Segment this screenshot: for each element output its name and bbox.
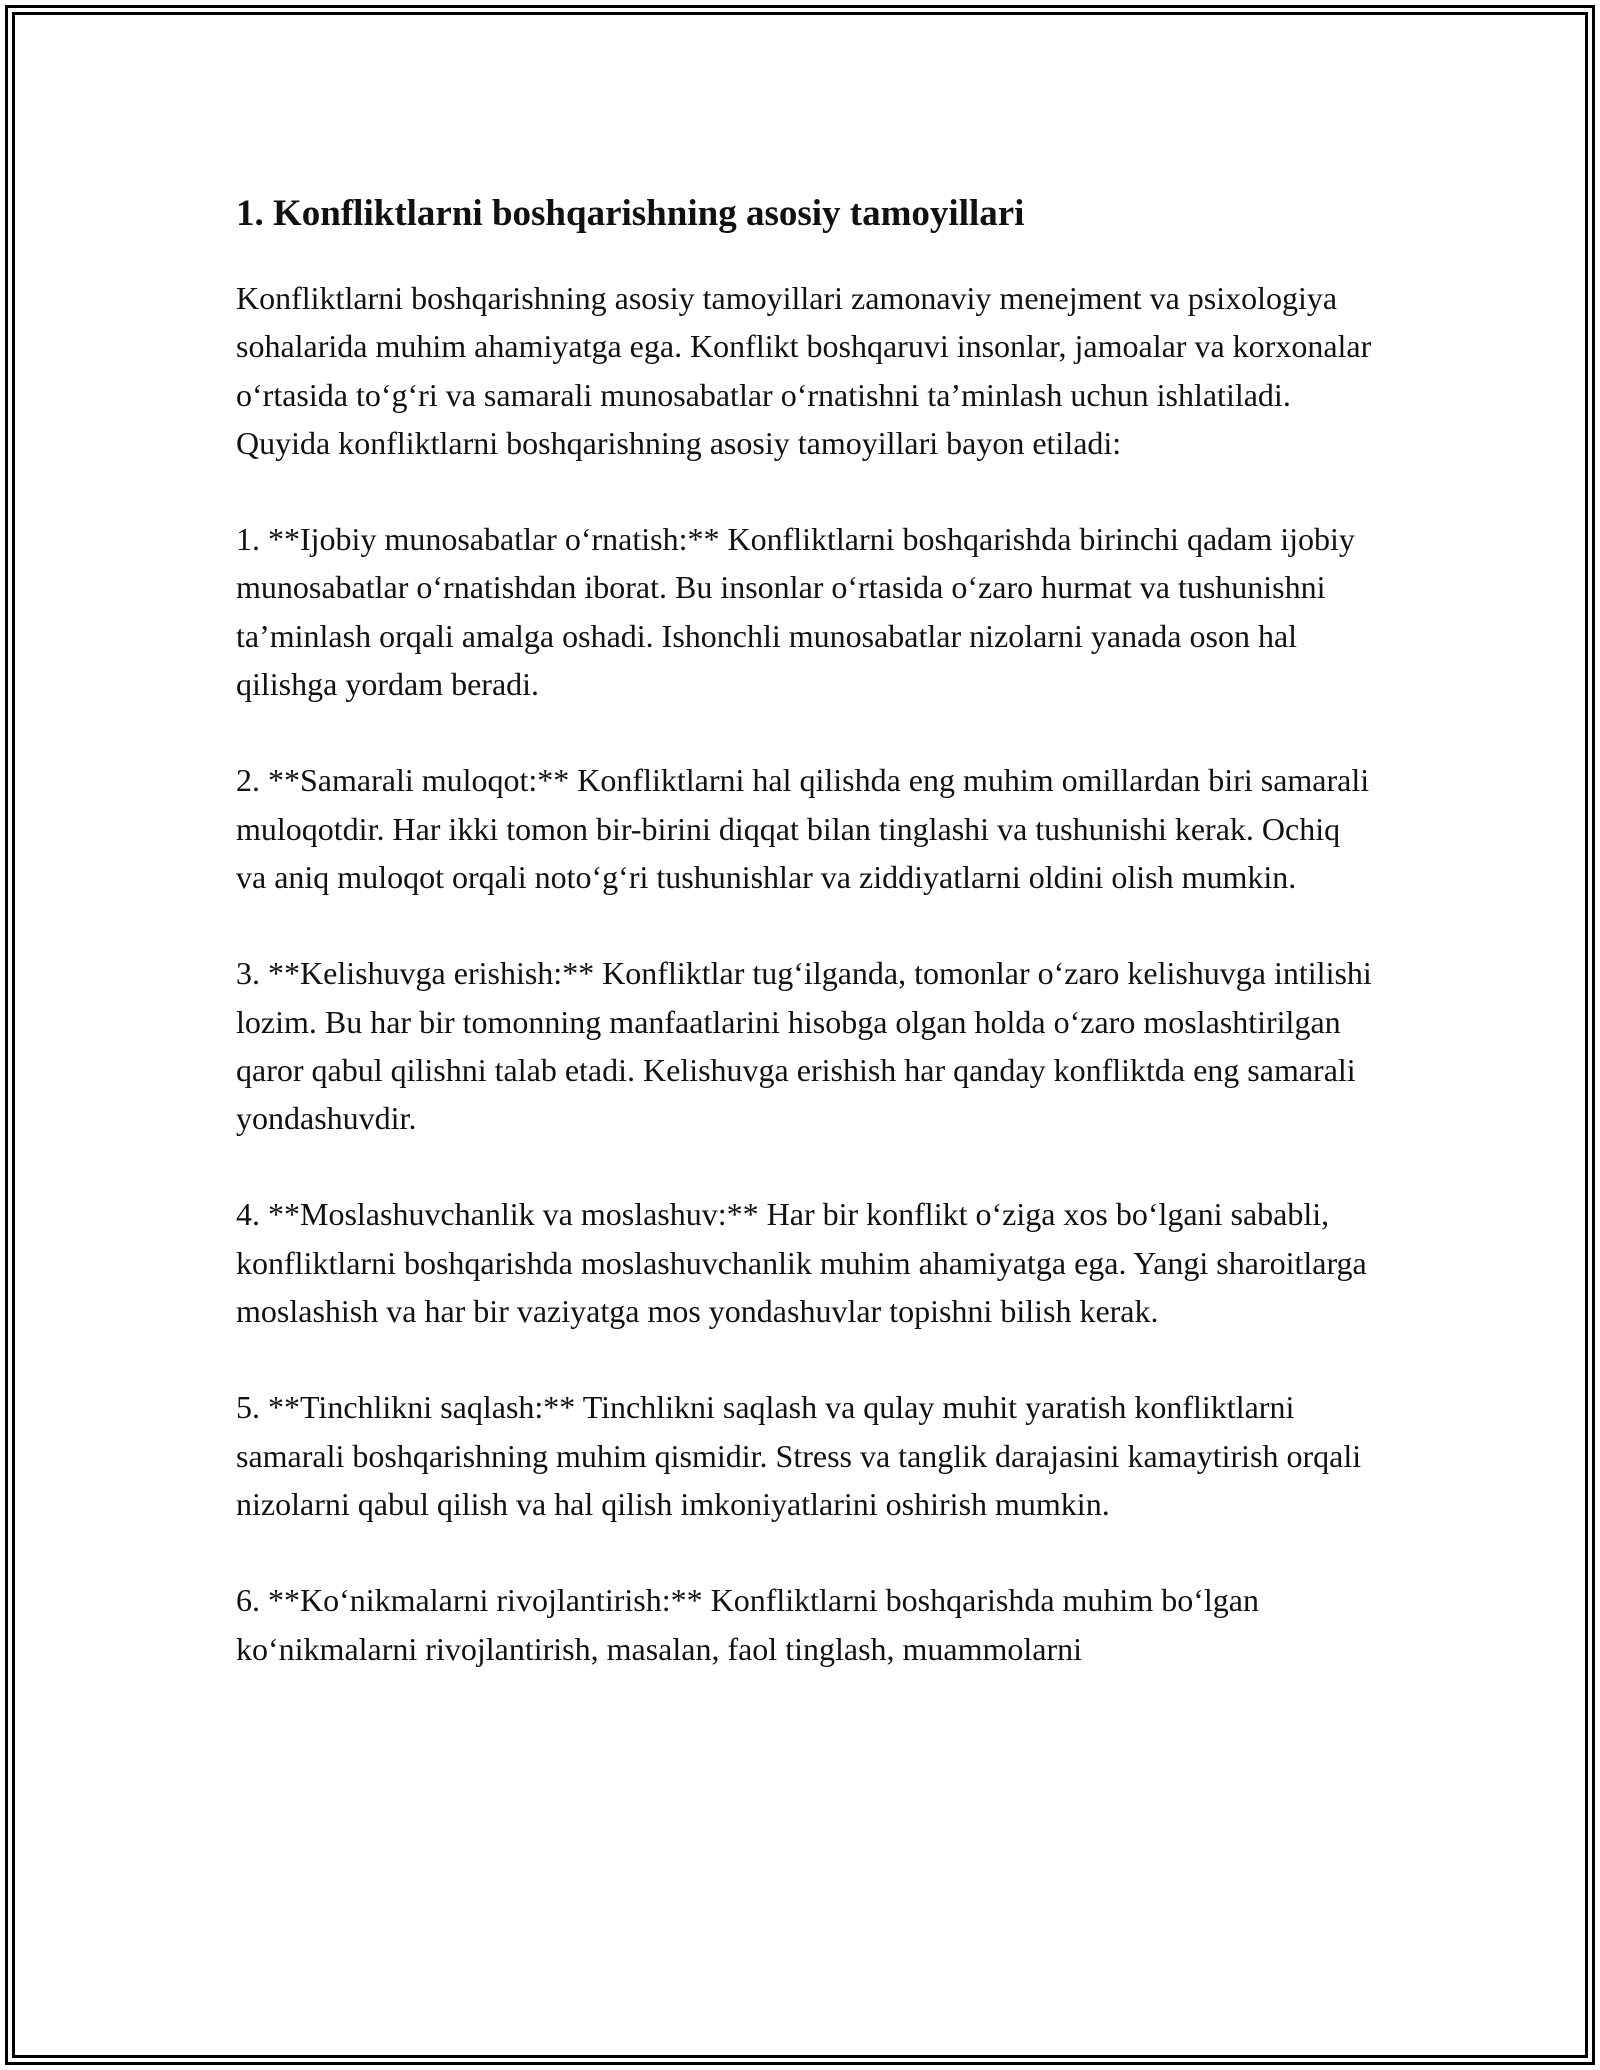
principle-1-paragraph: 1. **Ijobiy munosabatlar o‘rnatish:** Konfliktlarni boshqarishda birinchi qadam ijobiy munosabatlar o‘rnatishdan iborat. Bu insonlar o‘rtasida o‘zaro hurmat va tushunishni ta’minlash orqali amalga oshadi. Ishonchli munosabatlar nizolarni yanada oson hal qilishga yordam beradi. <box>236 521 1355 703</box>
intro-paragraph: Konfliktlarni boshqarishning asosiy tamoyillari zamonaviy menejment va psixologiya sohalarida muhim ahamiyatga ega. Konflikt boshqaruvi insonlar, jamoalar va korxonalar o‘rtasida to‘g‘ri va samarali munosabatlar o‘rnatishni ta’minlash uchun ishlatiladi. Quyida konfliktlarni boshqarishning asosiy tamoyillari bayon etiladi: <box>236 280 1372 461</box>
principle-6-paragraph: 6. **Ko‘nikmalarni rivojlantirish:** Konfliktlarni boshqarishda muhim bo‘lgan ko‘nikmalarni rivojlantirish, masalan, faol tinglash, muammolarni <box>236 1582 1259 1667</box>
document-body <box>236 188 1376 1721</box>
principle-2-paragraph: 2. **Samarali muloqot:** Konfliktlarni hal qilishda eng muhim omillardan biri samarali muloqotdir. Har ikki tomon bir-birini diqqat bilan tinglashi va tushunishi kerak. Ochiq va aniq muloqot orqali noto‘g‘ri tushunishlar va ziddiyatlarni oldini olish mumkin. <box>236 762 1370 895</box>
principle-5-paragraph: 5. **Tinchlikni saqlash:** Tinchlikni saqlash va qulay muhit yaratish konfliktlarni samarali boshqarishning muhim qismidir. Stress va tanglik darajasini kamaytirish orqali nizolarni qabul qilish va hal qilish imkoniyatlarini oshirish mumkin. <box>236 1389 1362 1522</box>
principle-4-paragraph: 4. **Moslashuvchanlik va moslashuv:** Har bir konflikt o‘ziga xos bo‘lgani sababli, konfliktlarni boshqarishda moslashuvchanlik muhim ahamiyatga ega. Yangi sharoitlarga moslashish va har bir vaziyatga mos yondashuvlar topishni bilish kerak. <box>236 1196 1367 1330</box>
section-heading: 1. Konfliktlarni boshqarishning asosiy tamoyillari <box>236 193 1025 234</box>
principle-3-paragraph: 3. **Kelishuvga erishish:** Konfliktlar tug‘ilganda, tomonlar o‘zaro kelishuvga intilishi lozim. Bu har bir tomonning manfaatlarini hisobga olgan holda o‘zaro moslashtirilgan qaror qabul qilishni talab etadi. Kelishuvga erishish har qanday konfliktda eng samarali yondashuvdir. <box>236 955 1372 1137</box>
